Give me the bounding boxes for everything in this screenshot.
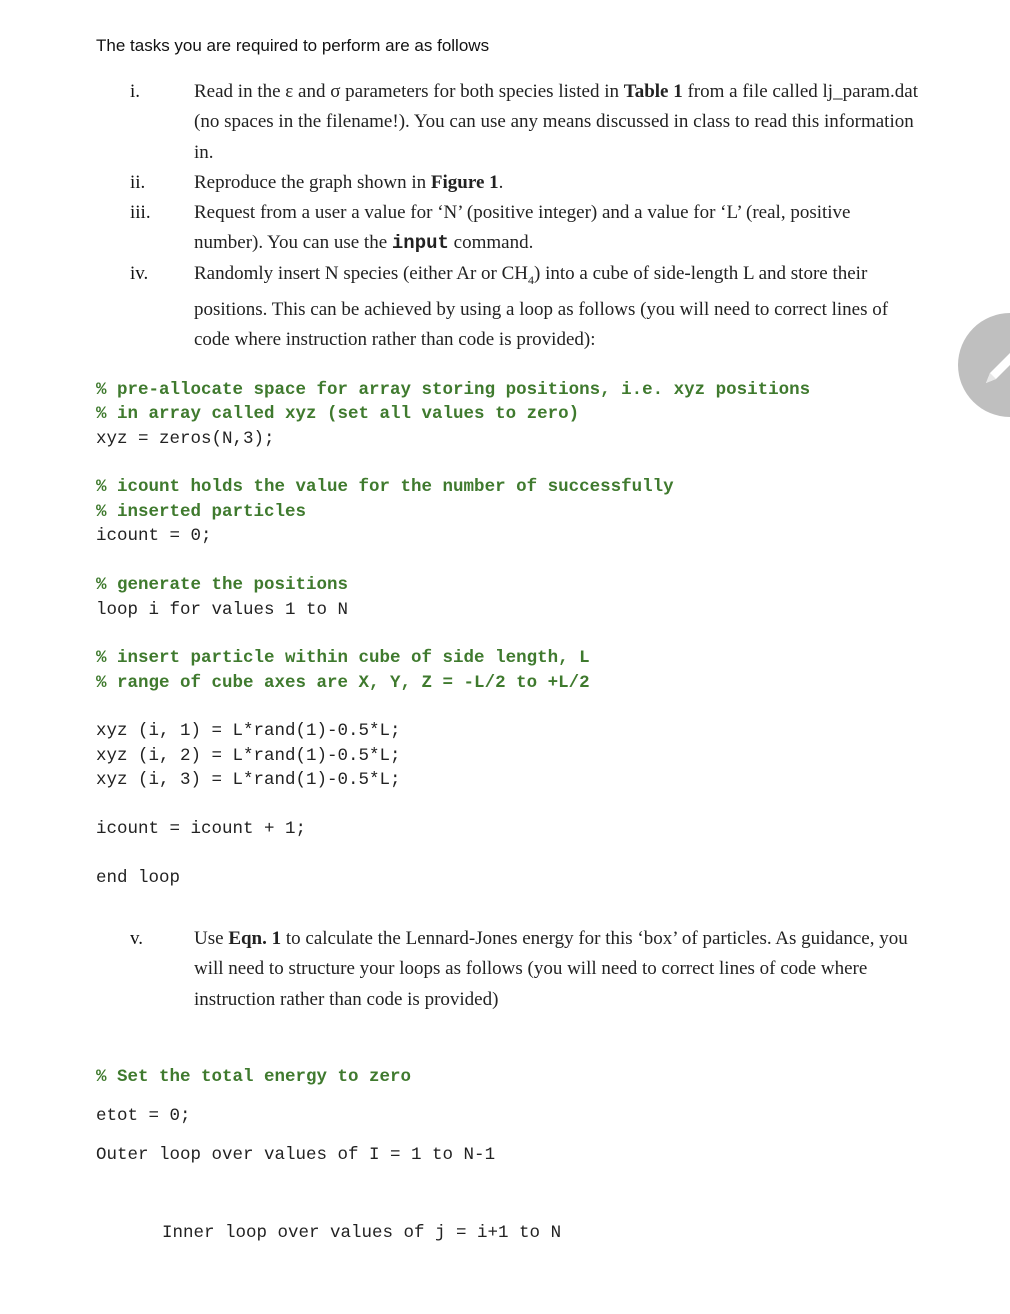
code-line: xyz (i, 3) = L*rand(1)-0.5*L;: [96, 770, 401, 790]
code-line: Outer loop over values of I = 1 to N-1: [96, 1145, 496, 1165]
code-line: % generate the positions: [96, 575, 349, 595]
pencil-icon: [980, 349, 1010, 389]
code-line: % in array called xyz (set all values to zero): [96, 404, 580, 424]
code-line: % insert particle within cube of side length, L: [96, 648, 590, 668]
item-number: i.: [130, 81, 141, 102]
item-number: iv.: [130, 263, 149, 284]
code-line: icount = 0;: [96, 526, 212, 546]
code-line: xyz (i, 1) = L*rand(1)-0.5*L;: [96, 721, 401, 741]
item-number: v.: [130, 928, 144, 949]
item-text: Read in the ε and σ parameters for both species listed in Table 1 from a file called lj_param.dat (no spaces in the filename!). You can use any means discussed in class to read this information in.: [194, 81, 919, 163]
code-line: % range of cube axes are X, Y, Z = -L/2 to +L/2: [96, 673, 590, 693]
code-line: % pre-allocate space for array storing positions, i.e. xyz positions: [96, 380, 811, 400]
code-line: % icount holds the value for the number of successfully: [96, 477, 674, 497]
code-line: icount = icount + 1;: [96, 819, 307, 839]
item-text: Use Eqn. 1 to calculate the Lennard-Jones energy for this ‘box’ of particles. As guidance, you will need to structure your loops as follows (you will need to correct lines of code where instruction rather than code is provided): [194, 928, 908, 1010]
code-line: etot = 0;: [96, 1106, 191, 1126]
code-line: % inserted particles: [96, 502, 307, 522]
code-line: Inner loop over values of j = i+1 to N: [162, 1223, 562, 1243]
item-number: iii.: [130, 202, 151, 223]
item-text: Randomly insert N species (either Ar or $CH_4$) into a cube of side-length L and store their positions. This can be achieved by using a loop as follows (you will need to correct lines of code where instruction rather than code is provided):: [194, 263, 889, 351]
code-line: xyz = zeros(N,3);: [96, 429, 275, 449]
code-line: loop i for values 1 to N: [96, 600, 349, 620]
code-line: % Set the total energy to zero: [96, 1067, 412, 1087]
item-number: ii.: [130, 172, 146, 193]
edit-button[interactable]: [958, 313, 1010, 417]
page-heading: The tasks you are required to perform are as follows: [96, 36, 490, 55]
code-line: end loop: [96, 868, 181, 888]
code-line: xyz (i, 2) = L*rand(1)-0.5*L;: [96, 746, 401, 766]
item-text: Reproduce the graph shown in Figure 1.: [194, 172, 504, 193]
item-text: Request from a user a value for ‘N’ (positive integer) and a value for ‘L’ (real, positive number). You can use the input command.: [194, 202, 851, 255]
